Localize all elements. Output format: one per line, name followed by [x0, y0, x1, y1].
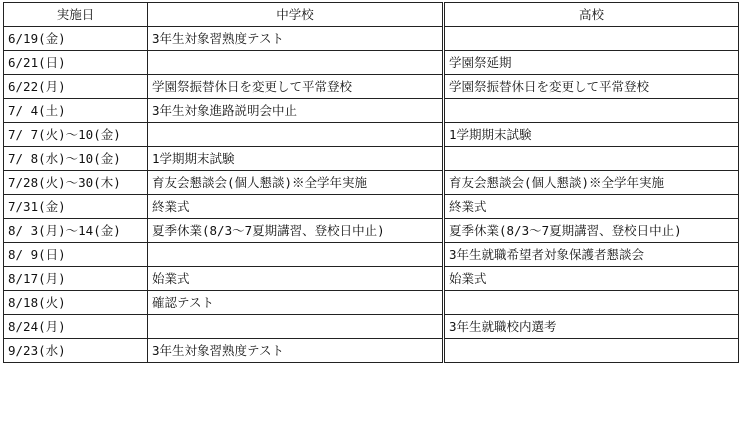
- header-middle-school: 中学校: [148, 3, 444, 27]
- cell-high: 始業式: [444, 267, 739, 291]
- cell-middle: 終業式: [148, 195, 444, 219]
- cell-date: 6/22(月): [4, 75, 148, 99]
- cell-high: 学園祭振替休日を変更して平常登校: [444, 75, 739, 99]
- table-row: [4, 147, 739, 171]
- cell-date: 6/19(金): [4, 27, 148, 51]
- cell-date: 7/ 8(水)～10(金): [4, 147, 148, 171]
- cell-high: 3年生就職希望者対象保護者懇談会: [444, 243, 739, 267]
- header-high-school: 高校: [444, 3, 739, 27]
- table-body: [4, 27, 739, 363]
- cell-middle: 夏季休業(8/3～7夏期講習、登校日中止): [148, 219, 444, 243]
- cell-date: 8/ 3(月)～14(金): [4, 219, 148, 243]
- cell-high: 3年生就職校内選考: [444, 315, 739, 339]
- cell-middle: [148, 51, 444, 75]
- cell-date: 8/24(月): [4, 315, 148, 339]
- table-row: [4, 291, 739, 315]
- table-header: [4, 3, 739, 27]
- cell-date: 9/23(水): [4, 339, 148, 363]
- table-row: [4, 75, 739, 99]
- cell-high: 夏季休業(8/3～7夏期講習、登校日中止): [444, 219, 739, 243]
- cell-date: 8/ 9(日): [4, 243, 148, 267]
- table-row: [4, 219, 739, 243]
- table-row: [4, 339, 739, 363]
- cell-date: 8/18(火): [4, 291, 148, 315]
- cell-high: 育友会懇談会(個人懇談)※全学年実施: [444, 171, 739, 195]
- cell-date: 7/ 7(火)～10(金): [4, 123, 148, 147]
- cell-date: 8/17(月): [4, 267, 148, 291]
- table-row: [4, 267, 739, 291]
- cell-date: 7/31(金): [4, 195, 148, 219]
- cell-high: 終業式: [444, 195, 739, 219]
- cell-high: [444, 27, 739, 51]
- table-row: [4, 123, 739, 147]
- table-row: [4, 315, 739, 339]
- schedule-table-container: [3, 2, 739, 363]
- header-date: 実施日: [4, 3, 148, 27]
- cell-high: [444, 339, 739, 363]
- cell-middle: 学園祭振替休日を変更して平常登校: [148, 75, 444, 99]
- cell-middle: 始業式: [148, 267, 444, 291]
- cell-middle: [148, 123, 444, 147]
- cell-high: [444, 147, 739, 171]
- cell-date: 7/ 4(土): [4, 99, 148, 123]
- table-row: [4, 243, 739, 267]
- cell-middle: 確認テスト: [148, 291, 444, 315]
- cell-date: 6/21(日): [4, 51, 148, 75]
- cell-middle: [148, 315, 444, 339]
- cell-middle: 1学期期末試験: [148, 147, 444, 171]
- cell-middle: 3年生対象習熟度テスト: [148, 339, 444, 363]
- schedule-table: [3, 2, 739, 363]
- cell-middle: 3年生対象進路説明会中止: [148, 99, 444, 123]
- table-row: [4, 27, 739, 51]
- table-row: [4, 99, 739, 123]
- cell-middle: 育友会懇談会(個人懇談)※全学年実施: [148, 171, 444, 195]
- cell-date: 7/28(火)～30(木): [4, 171, 148, 195]
- cell-high: 学園祭延期: [444, 51, 739, 75]
- cell-high: [444, 99, 739, 123]
- cell-high: [444, 291, 739, 315]
- header-row: [4, 3, 739, 27]
- cell-high: 1学期期末試験: [444, 123, 739, 147]
- cell-middle: [148, 243, 444, 267]
- table-row: [4, 51, 739, 75]
- table-row: [4, 171, 739, 195]
- table-row: [4, 195, 739, 219]
- cell-middle: 3年生対象習熟度テスト: [148, 27, 444, 51]
